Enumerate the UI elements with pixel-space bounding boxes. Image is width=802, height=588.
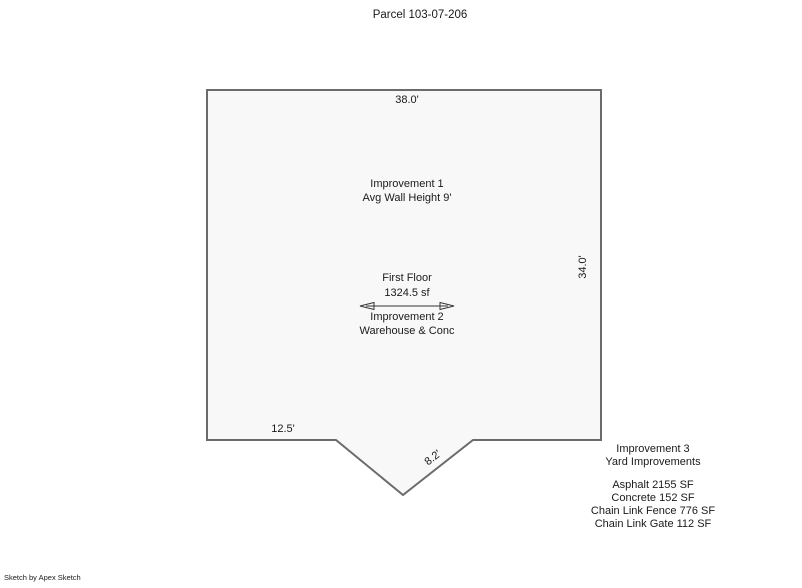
dimension-notch: 8.2' <box>422 447 444 469</box>
yard-improvements-block <box>591 443 715 531</box>
yard-item: Chain Link Fence 776 SF <box>590 505 716 517</box>
improvement1-line1: Improvement 1 <box>370 178 444 190</box>
first-floor-line1: First Floor <box>382 272 432 284</box>
yard-items <box>591 479 715 531</box>
credit: Sketch by Apex Sketch <box>4 573 81 582</box>
dimension-bottom-left: 12.5' <box>271 423 295 435</box>
improvement2-line1: Improvement 2 <box>370 311 444 323</box>
improvement2-line2: Warehouse & Conc <box>359 324 455 337</box>
yard-item: Asphalt 2155 SF <box>612 479 694 491</box>
improvement2-label <box>360 311 455 338</box>
yard-item: Concrete 152 SF <box>611 492 695 504</box>
first-floor-label <box>382 271 432 300</box>
yard-item: Chain Link Gate 112 SF <box>594 518 712 530</box>
first-floor-line2: 1324.5 sf <box>384 286 430 299</box>
yard-title-line1: Improvement 3 <box>616 443 690 455</box>
yard-title-line2: Yard Improvements <box>605 456 701 468</box>
dimension-top: 38.0' <box>395 94 419 106</box>
improvement1-line2: Avg Wall Height 9' <box>362 192 452 204</box>
dimension-right: 34.0' <box>577 255 589 279</box>
page-title: Parcel 103-07-206 <box>372 9 468 21</box>
improvement1-label <box>363 177 452 205</box>
